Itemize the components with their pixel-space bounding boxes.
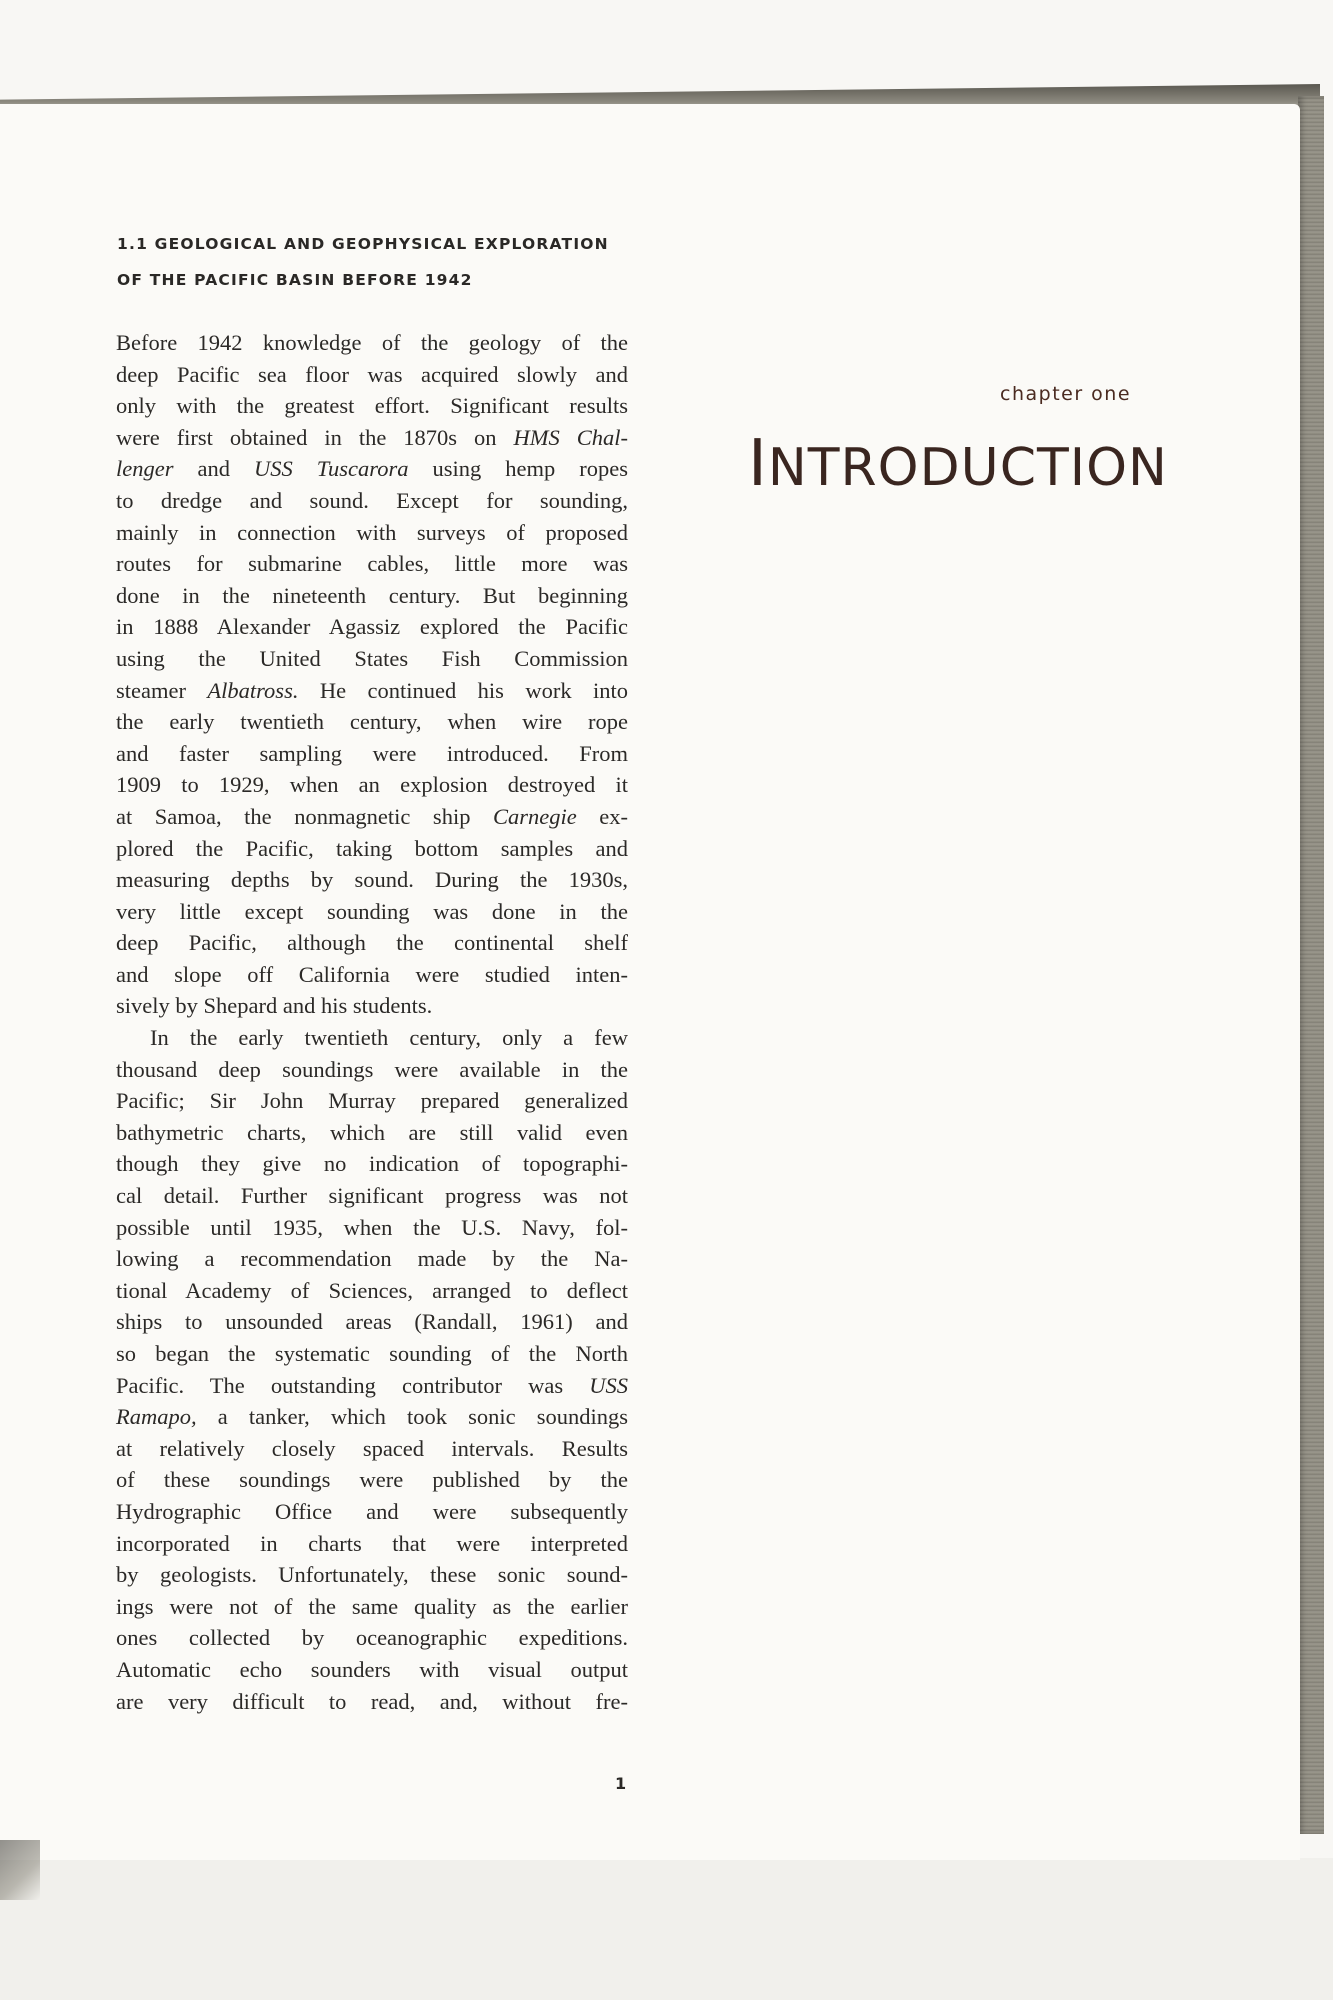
book-binding-curl (0, 1840, 40, 1900)
italic-ship-name: Carnegie (492, 803, 577, 829)
text-line: in 1888 Alexander Agassiz explored the Pacific (116, 614, 628, 640)
text-line: ones collected by oceanographic expeditions. (116, 1625, 628, 1651)
chapter-title (748, 427, 1168, 501)
text-line: of these soundings were published by the (116, 1467, 628, 1493)
text-line: are very difficult to read, and, without fre- (116, 1688, 628, 1714)
text-line: were first obtained in the 1870s on HMS Chal- (116, 424, 628, 450)
text-line: Ramapo, a tanker, which took sonic soundings (116, 1404, 628, 1430)
text-line: the early twentieth century, when wire rope (116, 709, 628, 735)
chapter-title-initial: I (748, 427, 768, 501)
book-cover-right-edge (1298, 96, 1324, 1834)
text-line: Pacific; Sir John Murray prepared generalized (116, 1088, 628, 1114)
text-line: incorporated in charts that were interpreted (116, 1530, 628, 1556)
section-heading-line-1: 1.1 GEOLOGICAL AND GEOPHYSICAL EXPLORATION (117, 235, 609, 253)
italic-ship-name: Ramapo, (116, 1404, 197, 1430)
text-line: deep Pacific, although the continental shelf (116, 930, 628, 956)
text-line: ships to unsounded areas (Randall, 1961) and (116, 1309, 628, 1335)
section-heading (117, 226, 637, 298)
text-line: and faster sampling were introduced. From (116, 740, 628, 766)
italic-ship-name: USS (589, 1372, 628, 1398)
italic-ship-name: Albatross. (207, 677, 299, 703)
text-line: sively by Shepard and his students. (116, 993, 433, 1019)
text-line: mainly in connection with surveys of proposed (116, 519, 628, 545)
body-text (116, 327, 628, 1717)
text-line: bathymetric charts, which are still valid even (116, 1119, 628, 1145)
text-line: possible until 1935, when the U.S. Navy, fol- (116, 1214, 628, 1240)
text-line: at relatively closely spaced intervals. Results (116, 1435, 628, 1461)
text-line: though they give no indication of topographi- (116, 1151, 628, 1177)
text-line: only with the greatest effort. Significant results (116, 393, 628, 419)
italic-ship-name: HMS Chal- (513, 424, 628, 450)
text-line: lenger and USS Tuscarora using hemp ropes (116, 456, 628, 482)
text-line: deep Pacific sea floor was acquired slowly and (116, 361, 628, 387)
text-line: In the early twentieth century, only a few (150, 1025, 628, 1051)
text-line: using the United States Fish Commission (116, 645, 628, 671)
text-line: and slope off California were studied inten- (116, 961, 628, 987)
text-line: at Samoa, the nonmagnetic ship Carnegie ex- (116, 803, 628, 829)
text-line: done in the nineteenth century. But beginning (116, 582, 628, 608)
text-line: measuring depths by sound. During the 1930s, (116, 867, 628, 893)
text-line: plored the Pacific, taking bottom samples and (116, 835, 628, 861)
chapter-title-rest: NTRODUCTION (767, 438, 1168, 498)
text-line: very little except sounding was done in the (116, 898, 628, 924)
text-line: cal detail. Further significant progress was not (116, 1183, 628, 1209)
text-line: Automatic echo sounders with visual output (116, 1656, 628, 1682)
text-line: so began the systematic sounding of the North (116, 1341, 628, 1366)
section-heading-line-2: OF THE PACIFIC BASIN BEFORE 1942 (117, 271, 473, 289)
text-line: routes for submarine cables, little more was (116, 551, 628, 577)
background-surface (0, 1858, 1333, 2000)
text-line: 1909 to 1929, when an explosion destroyed it (116, 772, 628, 798)
text-line: lowing a recommendation made by the Na- (116, 1246, 628, 1272)
text-line: to dredge and sound. Except for sounding, (116, 487, 628, 513)
text-line: Before 1942 knowledge of the geology of the (116, 330, 628, 355)
text-line: thousand deep soundings were available in the (116, 1056, 628, 1082)
page-number: 1 (615, 1774, 627, 1793)
text-line: steamer Albatross. He continued his work into (116, 677, 628, 703)
text-line: Hydrographic Office and were subsequently (116, 1498, 628, 1524)
italic-ship-name: USS Tuscarora (254, 456, 409, 482)
text-line: by geologists. Unfortunately, these sonic sound- (116, 1562, 628, 1588)
text-line: tional Academy of Sciences, arranged to deflect (116, 1277, 628, 1303)
text-line: ings were not of the same quality as the earlier (116, 1593, 628, 1619)
text-line: Pacific. The outstanding contributor was USS (116, 1372, 628, 1398)
chapter-label: chapter one (1000, 383, 1132, 405)
